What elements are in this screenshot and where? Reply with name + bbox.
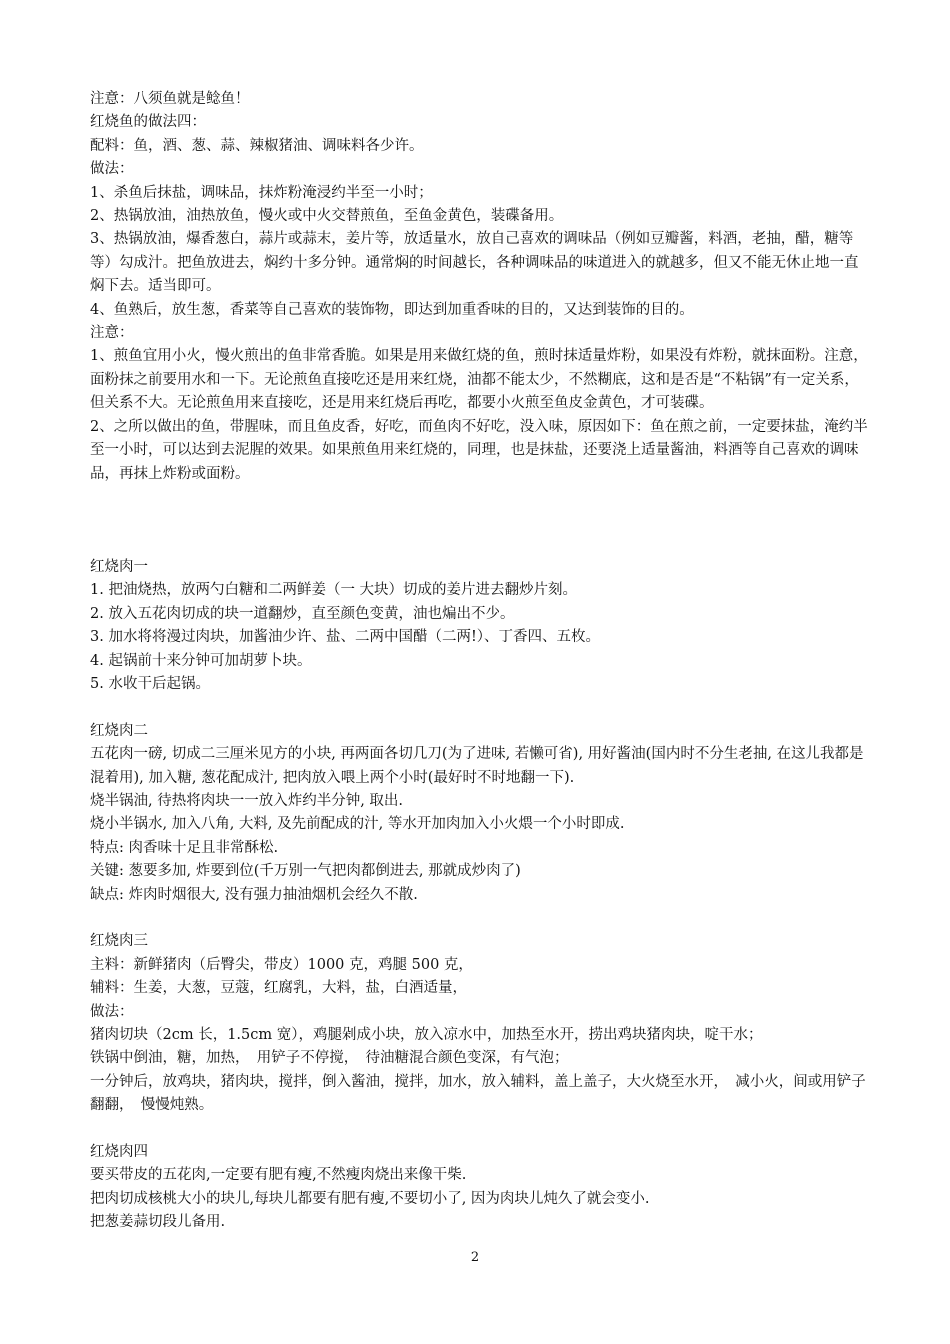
pork2-line: 特点: 肉香味十足且非常酥松. [90,839,279,856]
document-body [90,88,868,1235]
fish-note: 1、煎鱼宜用小火，慢火煎出的鱼非常香脆。如果是用来做红烧的鱼，煎时抹适量炸粉，如果没有炸粉，就抹面粉。注意，面粉抹之前要用水和一下。无论煎鱼直接吃还是用来红烧，油都不能太少，不然糊底，这和是否是“不粘锅”有一定关系，但关系不大。无论煎鱼用来直接吃，还是用来红烧后再吃，都要小火煎至鱼皮金黄色，才可装碟。 [90,348,868,412]
pork3-method-label: 做法： [90,1003,134,1020]
pork3-main-ingredients: 主料：新鲜猪肉（后臀尖，带皮）1000 克，鸡腿 500 克， [90,956,473,973]
pork4-line: 把葱姜蒜切段儿备用. [90,1214,226,1231]
fish-step: 3、热锅放油，爆香葱白，蒜片或蒜末，姜片等，放适量水，放自己喜欢的调味品（例如豆瓣酱，料酒，老抽，醋，糖等等）勾成汁。把鱼放进去，焖约十多分钟。通常焖的时间越长，各种调味品的味道进入的就越多，但又不能无休止地一直焖下去。适当即可。 [90,231,859,295]
section-spacer [90,1118,868,1141]
pork3-line: 铁锅中倒油，糖，加热， 用铲子不停搅， 待油糖混合颜色变深，有气泡； [90,1050,569,1067]
section-spacer [90,907,868,930]
pork3-aux-ingredients: 辅料：生姜，大葱，豆蔻，红腐乳，大料，盐，白酒适量， [90,980,467,997]
fish-step: 4、鱼熟后，放生葱，香菜等自己喜欢的装饰物，即达到加重香味的目的，又达到装饰的目的。 [90,301,694,318]
fish-ingredients: 配料：鱼，酒、葱、蒜、辣椒猪油、调味料各少许。 [90,137,424,154]
pork1-title: 红烧肉一 [90,558,148,575]
fish-method-label: 做法： [90,161,134,178]
pork4-line: 要买带皮的五花肉,一定要有肥有瘦,不然瘦肉烧出来像干柴. [90,1167,467,1184]
pork3-line: 猪肉切块（2cm 长，1.5cm 宽），鸡腿剁成小块，放入凉水中，加热至水开，捞出鸡块猪肉块，啶干水； [90,1027,763,1043]
page-number: 2 [470,1250,480,1265]
pork2-line: 烧小半锅水, 加入八角, 大料, 及先前配成的汁, 等水开加肉加入小火煨一个小时即成. [90,816,625,833]
fish-recipe-title: 红烧鱼的做法四： [90,114,206,131]
pork2-line: 缺点: 炸肉时烟很大, 没有强力抽油烟机会经久不散. [90,886,418,903]
pork3-line: 一分钟后，放鸡块，猪肉块，搅拌，倒入酱油，搅拌，加水，放入辅料，盖上盖子，大火烧至水开， 减小火，间或用铲子翻翻， 慢慢炖熟。 [90,1073,866,1114]
pork1-step: 2. 放入五花肉切成的块一道翻炒，直至颜色变黄，油也煸出不少。 [90,605,515,622]
pork2-line: 烧半锅油, 待热将肉块一一放入炸约半分钟, 取出. [90,792,404,809]
pork2-line: 五花肉一磅, 切成二三厘米见方的小块, 再两面各切几刀(为了进味, 若懒可省), 用好酱油(国内时不分生老抽, 在这儿我都是混着用), 加入糖, 葱花配成汁, 把肉放入喂上两个小时(最好时不时地翻一下). [90,746,864,786]
pork1-step: 5. 水收干后起锅。 [90,675,210,692]
fish-note: 2、之所以做出的鱼，带腥味，而且鱼皮香，好吃，而鱼肉不好吃，没入味，原因如下：鱼在煎之前，一定要抹盐，淹约半至一小时，可以达到去泥腥的效果。如果煎鱼用来红烧的，同理，也是抹盐，还要浇上适量酱油，料酒等自己喜欢的调味品，再抹上炸粉或面粉。 [90,418,868,482]
section-spacer [90,696,868,719]
pork4-title: 红烧肉四 [90,1144,148,1161]
pork1-step: 1. 把油烧热，放两勺白糖和二两鲜姜（一 大块）切成的姜片进去翻炒片刻。 [90,582,578,599]
pork4-line: 把肉切成核桃大小的块儿,每块儿都要有肥有瘦,不要切小了, 因为肉块儿炖久了就会变小. [90,1190,650,1207]
pork2-title: 红烧肉二 [90,722,148,739]
pork1-step: 3. 加水将将漫过肉块，加酱油少许、盐、二两中国醋（二两!）、丁香四、五枚。 [90,629,601,646]
fish-step: 2、热锅放油，油热放鱼，慢火或中火交替煎鱼，至鱼金黄色，装碟备用。 [90,208,564,225]
pork1-step: 4. 起锅前十来分钟可加胡萝卜块。 [90,652,312,669]
fish-notes-label: 注意： [90,325,134,342]
note-top: 注意：八须鱼就是鲶鱼！ [90,91,250,107]
pork2-line: 关键: 葱要多加, 炸要到位(千万别一气把肉都倒进去, 那就成炒肉了) [90,863,521,880]
section-spacer [90,486,868,556]
pork3-title: 红烧肉三 [90,933,148,950]
fish-step: 1、杀鱼后抹盐，调味品，抹炸粉淹浸约半至一小时； [90,184,433,201]
